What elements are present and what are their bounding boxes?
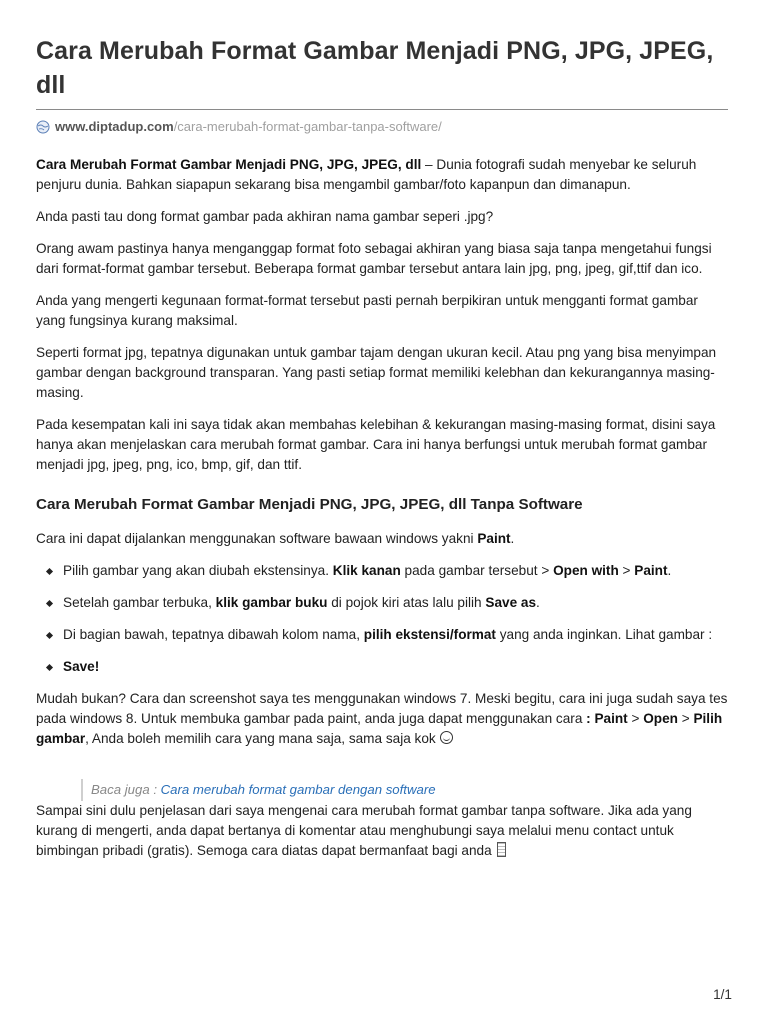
step-text: pada gambar tersebut > [400, 563, 554, 578]
step-bold: pilih ekstensi/format [363, 627, 496, 642]
step-text: Pilih gambar yang akan diubah ekstensinya. [63, 563, 333, 578]
closing-paragraph [36, 801, 728, 861]
step-text: yang anda inginkan. Lihat gambar : [495, 627, 713, 642]
source-url[interactable] [36, 118, 728, 136]
section-heading: Cara Merubah Format Gambar Menjadi PNG, JPG, JPEG, dll Tanpa Software [36, 496, 583, 513]
closing-text: Sampai sini dulu penjelasan dari saya mengenai cara merubah format gambar tanpa software. Jika ada yang kurang di mengerti, anda dapat bertanya di komentar atau menghubungi saya melalui menu contact untuk bimbingan pribadi (gratis). Semoga cara diatas dapat bermanfaat bagi anda [36, 803, 692, 858]
p7-end: . [510, 531, 515, 546]
bullet-icon [46, 632, 53, 639]
step-bold: klik gambar buku [215, 595, 328, 610]
smile-emoji-icon [440, 731, 453, 744]
url-domain[interactable]: www.diptadup.com [55, 119, 174, 134]
bullet-icon [46, 568, 53, 575]
p8-bold: : Paint [586, 711, 628, 726]
paragraph-2: Anda pasti tau dong format gambar pada akhiran nama gambar seperi .jpg? [36, 209, 494, 224]
paragraph-5: Seperti format jpg, tepatnya digunakan untuk gambar tajam dengan ukuran kecil. Atau png yang bisa menyimpan gambar dengan background transparan. Yang pasti setiap format memiliki kelebhan dan kekurangannya masing-masing. [36, 345, 717, 400]
p8-bold: Pilih gambar [36, 711, 723, 746]
p8-bold: Open [643, 711, 678, 726]
step-text: . [667, 563, 672, 578]
bullet-icon [46, 600, 53, 607]
step-bold: Save as [485, 595, 537, 610]
step-text: . [536, 595, 540, 610]
step-bold: Open with [553, 563, 619, 578]
globe-icon [36, 120, 50, 134]
page-number: 1/1 [713, 987, 732, 1002]
intro-text: – Dunia fotografi sudah menyebar ke seluruh penjuru dunia. Bahkan siapapun sekarang bisa mengambil gambar/foto kapanpun dan dimanapun. [36, 157, 697, 192]
article-title: Cara Merubah Format Gambar Menjadi PNG, JPG, JPEG, dll [36, 37, 714, 99]
article-page [36, 34, 728, 873]
p7-text: Cara ini dapat dijalankan menggunakan software bawaan windows yakni [36, 531, 478, 546]
url-path[interactable]: /cara-merubah-format-gambar-tanpa-software/ [173, 119, 442, 134]
intro-paragraph [36, 155, 728, 195]
step-text: Setelah gambar terbuka, [63, 595, 216, 610]
step-text: Di bagian bawah, tepatnya dibawah kolom nama, [63, 627, 364, 642]
step-bold: Klik kanan [332, 563, 401, 578]
related-post-link[interactable]: Cara merubah format gambar dengan software [160, 782, 436, 797]
step-bold: Save! [63, 659, 100, 674]
list-item [36, 625, 728, 645]
paragraph-7 [36, 529, 728, 549]
bullet-icon [46, 664, 53, 671]
article-body [36, 155, 728, 861]
quote-prefix: Baca juga : [91, 782, 161, 797]
paragraph-6: Pada kesempatan kali ini saya tidak akan membahas kelebihan & kekurangan masing-masing format, disini saya hanya akan menjelaskan cara merubah format gambar. Cara ini hanya berfungsi untuk merubah format gambar menjadi jpg, jpeg, png, ico, bmp, gif, dan ttif. [36, 417, 716, 472]
intro-bold: Cara Merubah Format Gambar Menjadi PNG, JPG, JPEG, dll [36, 157, 422, 172]
paragraph-8 [36, 689, 728, 749]
missing-glyph-icon [497, 842, 506, 857]
title-divider [36, 109, 728, 110]
p7-bold: Paint [477, 531, 511, 546]
list-item [36, 561, 728, 581]
p8-sep: > [677, 711, 694, 726]
list-item [36, 657, 728, 677]
related-post-quote [81, 779, 728, 801]
steps-list [36, 561, 728, 677]
paragraph-3: Orang awam pastinya hanya menganggap format foto sebagai akhiran yang biasa saja tanpa mengetahui fungsi dari format-format gambar tersebut. Beberapa format gambar tersebut antara lain jpg, png, jpeg, gif,ttif dan ico. [36, 241, 712, 276]
p8-sep: > [627, 711, 644, 726]
p8-text: , Anda boleh memilih cara yang mana saja, sama saja kok [85, 731, 440, 746]
step-text: > [618, 563, 635, 578]
paragraph-4: Anda yang mengerti kegunaan format-format tersebut pasti pernah berpikiran untuk mengganti format gambar yang fungsinya kurang maksimal. [36, 293, 698, 328]
step-bold: Paint [634, 563, 668, 578]
step-text: di pojok kiri atas lalu pilih [327, 595, 486, 610]
p8-text: Mudah bukan? Cara dan screenshot saya tes menggunakan windows 7. Meski begitu, cara ini juga sudah saya tes pada windows 8. Untuk membuka gambar pada paint, anda juga dapat menggunakan cara [36, 691, 728, 726]
list-item [36, 593, 728, 613]
